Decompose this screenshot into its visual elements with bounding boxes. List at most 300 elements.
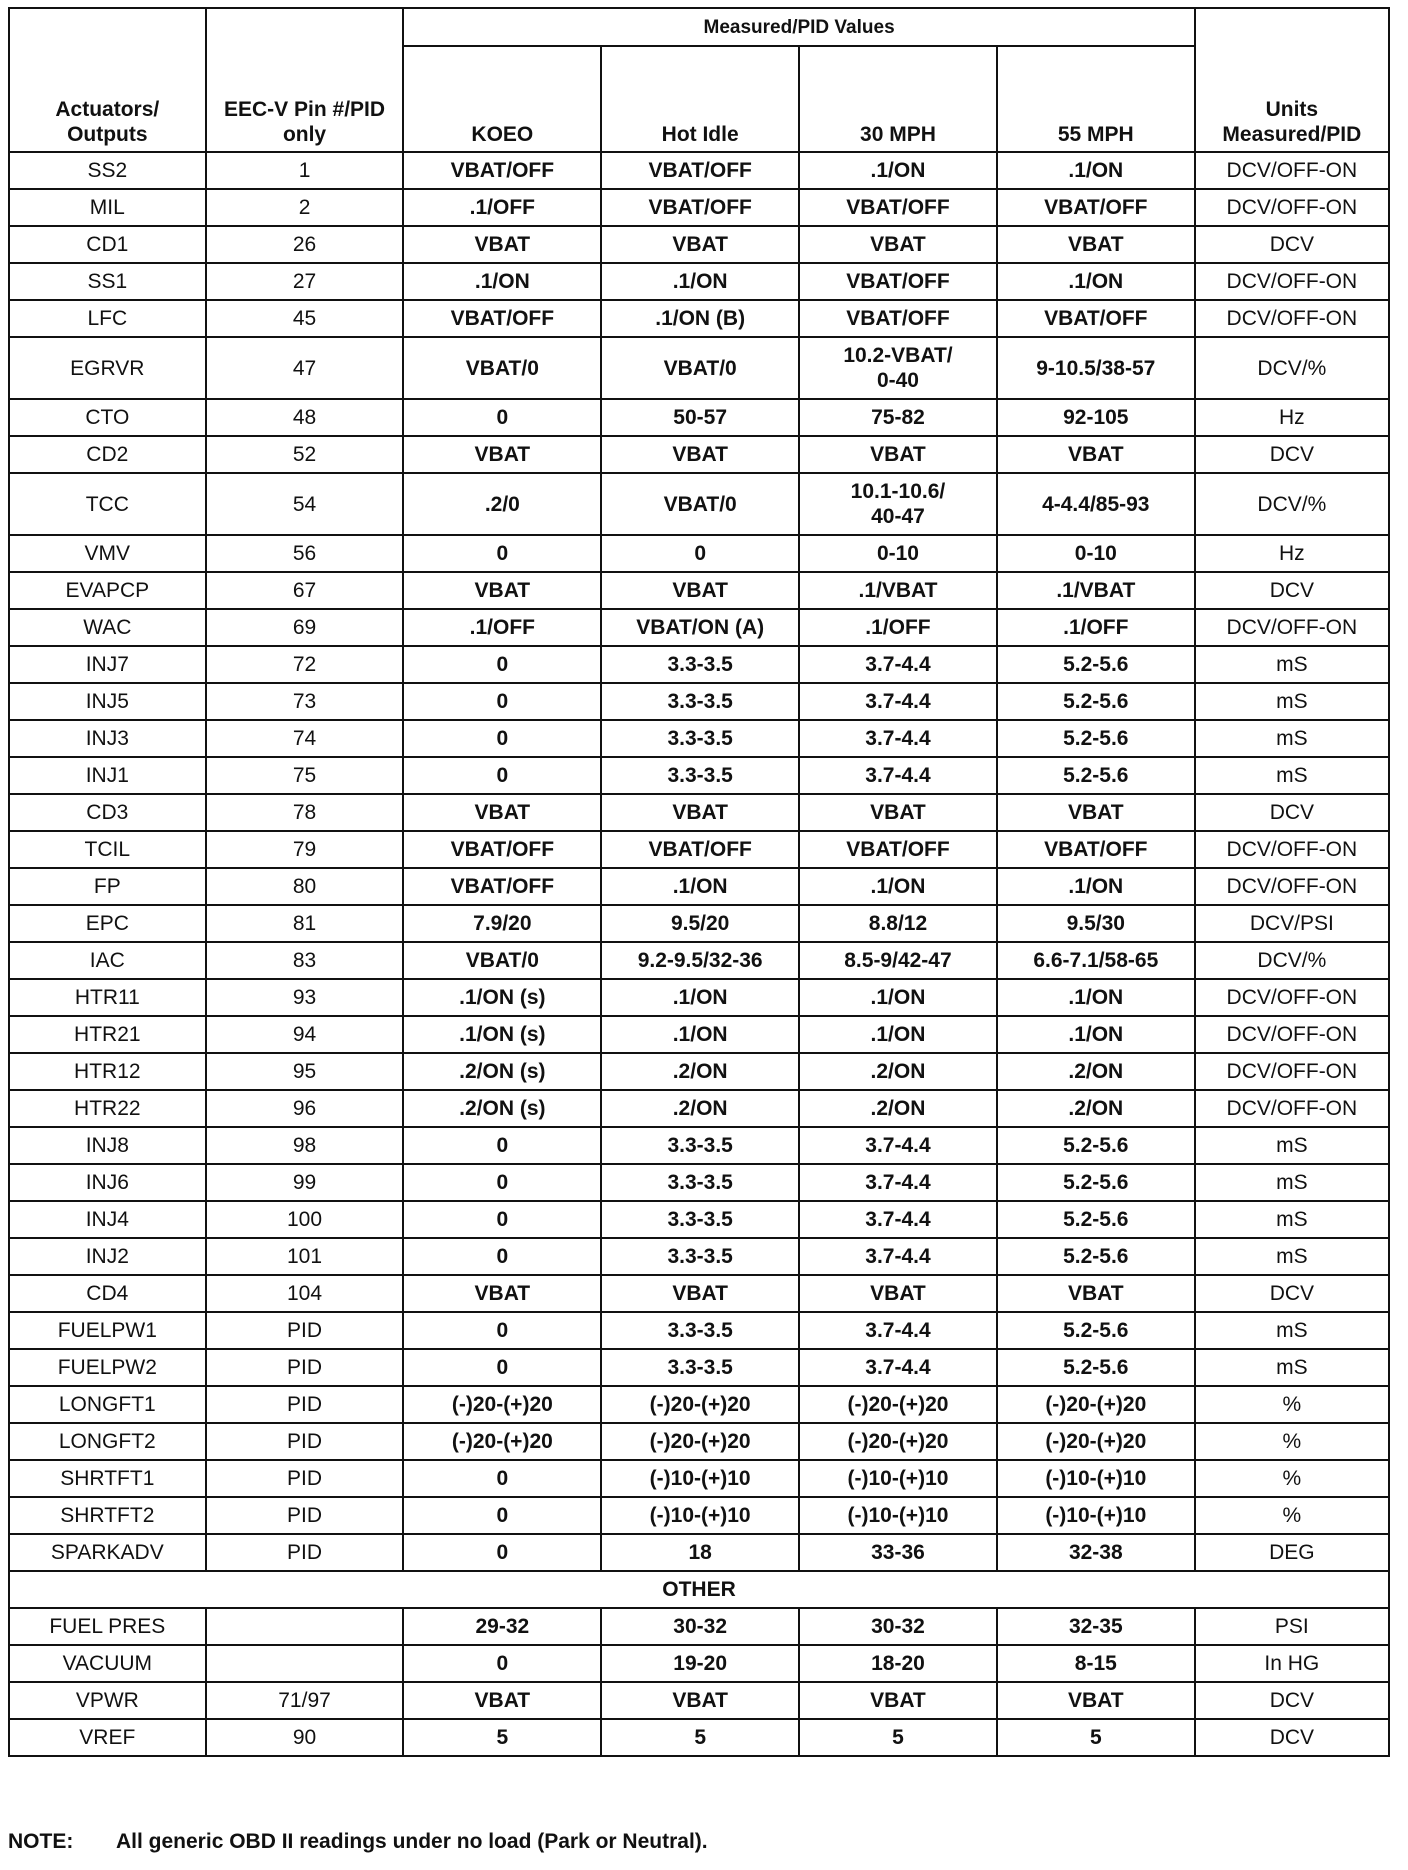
hot-idle-value: 18 — [601, 1534, 799, 1571]
koeo-value: VBAT/OFF — [403, 831, 601, 868]
hot-idle-value: 3.3-3.5 — [601, 1349, 799, 1386]
pin-number: 67 — [206, 572, 404, 609]
koeo-value: 29-32 — [403, 1608, 601, 1645]
30-mph-value: VBAT — [799, 794, 997, 831]
55-mph-value: 9.5/30 — [997, 905, 1195, 942]
unit-value: DCV — [1195, 436, 1389, 473]
hot-idle-value: .1/ON — [601, 979, 799, 1016]
55-mph-value: .2/ON — [997, 1053, 1195, 1090]
pin-number: 56 — [206, 535, 404, 572]
55-mph-value: 5.2-5.6 — [997, 646, 1195, 683]
pin-number: 100 — [206, 1201, 404, 1238]
hot-idle-value: .1/ON — [601, 1016, 799, 1053]
table-body — [9, 152, 1389, 1756]
actuator-name: SHRTFT1 — [9, 1460, 206, 1497]
koeo-value: .1/ON — [403, 263, 601, 300]
pin-number: 101 — [206, 1238, 404, 1275]
hot-idle-value: VBAT — [601, 1682, 799, 1719]
actuator-name: MIL — [9, 189, 206, 226]
55-mph-value: (-)20-(+)20 — [997, 1386, 1195, 1423]
actuator-name: SHRTFT2 — [9, 1497, 206, 1534]
55-mph-value: 5.2-5.6 — [997, 1312, 1195, 1349]
30-mph-value: .1/ON — [799, 152, 997, 189]
actuator-name: INJ6 — [9, 1164, 206, 1201]
30-mph-value: 10.1-10.6/ 40-47 — [799, 473, 997, 535]
hot-idle-value: VBAT — [601, 436, 799, 473]
unit-value: DCV/PSI — [1195, 905, 1389, 942]
30-mph-value: .1/ON — [799, 1016, 997, 1053]
hot-idle-value: 9.5/20 — [601, 905, 799, 942]
koeo-value: 0 — [403, 1201, 601, 1238]
table-row — [9, 1608, 1389, 1645]
55-mph-value: 5.2-5.6 — [997, 1201, 1195, 1238]
actuator-name: INJ1 — [9, 757, 206, 794]
unit-value: DCV/OFF-ON — [1195, 831, 1389, 868]
hot-idle-value: 3.3-3.5 — [601, 1164, 799, 1201]
koeo-value: .1/ON (s) — [403, 979, 601, 1016]
pin-number: 99 — [206, 1164, 404, 1201]
koeo-value: .2/ON (s) — [403, 1053, 601, 1090]
table-row — [9, 646, 1389, 683]
hot-idle-value: VBAT/ON (A) — [601, 609, 799, 646]
koeo-value: (-)20-(+)20 — [403, 1386, 601, 1423]
hot-idle-value: 50-57 — [601, 399, 799, 436]
55-mph-value: VBAT — [997, 1682, 1195, 1719]
hot-idle-value: 3.3-3.5 — [601, 1238, 799, 1275]
30-mph-value: VBAT/OFF — [799, 263, 997, 300]
koeo-value: .2/0 — [403, 473, 601, 535]
table-row — [9, 436, 1389, 473]
table-row — [9, 226, 1389, 263]
koeo-value: VBAT — [403, 226, 601, 263]
30-mph-value: 75-82 — [799, 399, 997, 436]
pid-values-table — [8, 7, 1390, 1757]
unit-value: mS — [1195, 1312, 1389, 1349]
koeo-value: 0 — [403, 1460, 601, 1497]
koeo-value: VBAT/0 — [403, 942, 601, 979]
30-mph-value: .2/ON — [799, 1090, 997, 1127]
30-mph-value: .2/ON — [799, 1053, 997, 1090]
30-mph-value: VBAT/OFF — [799, 300, 997, 337]
table-row — [9, 831, 1389, 868]
30-mph-header: 30 MPH — [799, 46, 997, 152]
actuator-name: VPWR — [9, 1682, 206, 1719]
pin-number: 80 — [206, 868, 404, 905]
55-mph-value: (-)10-(+)10 — [997, 1460, 1195, 1497]
table-row — [9, 535, 1389, 572]
actuator-name: VACUUM — [9, 1645, 206, 1682]
hot-idle-value: 19-20 — [601, 1645, 799, 1682]
unit-value: DCV/% — [1195, 337, 1389, 399]
55-mph-value: 5.2-5.6 — [997, 1164, 1195, 1201]
hot-idle-value: 30-32 — [601, 1608, 799, 1645]
table-row — [9, 1719, 1389, 1756]
unit-value: DEG — [1195, 1534, 1389, 1571]
pin-number: 27 — [206, 263, 404, 300]
pin-number: 96 — [206, 1090, 404, 1127]
unit-value: % — [1195, 1423, 1389, 1460]
55-mph-value: 5.2-5.6 — [997, 1127, 1195, 1164]
hot-idle-value: VBAT — [601, 226, 799, 263]
30-mph-value: (-)20-(+)20 — [799, 1386, 997, 1423]
actuator-name: INJ3 — [9, 720, 206, 757]
hot-idle-value: 3.3-3.5 — [601, 1127, 799, 1164]
30-mph-value: VBAT/OFF — [799, 831, 997, 868]
30-mph-value: (-)10-(+)10 — [799, 1497, 997, 1534]
table-row — [9, 300, 1389, 337]
table-row — [9, 152, 1389, 189]
actuator-name: CD3 — [9, 794, 206, 831]
30-mph-value: 3.7-4.4 — [799, 1238, 997, 1275]
pin-number: 52 — [206, 436, 404, 473]
55-mph-value: .1/ON — [997, 979, 1195, 1016]
unit-value: mS — [1195, 720, 1389, 757]
hot-idle-value: VBAT/0 — [601, 473, 799, 535]
pin-number: PID — [206, 1423, 404, 1460]
hot-idle-value: (-)20-(+)20 — [601, 1423, 799, 1460]
55-mph-value: (-)20-(+)20 — [997, 1423, 1195, 1460]
koeo-value: .1/ON (s) — [403, 1016, 601, 1053]
30-mph-value: 33-36 — [799, 1534, 997, 1571]
hot-idle-value: VBAT/OFF — [601, 152, 799, 189]
unit-value: mS — [1195, 646, 1389, 683]
koeo-value: VBAT/OFF — [403, 300, 601, 337]
pin-number: 2 — [206, 189, 404, 226]
55-mph-value: .1/ON — [997, 868, 1195, 905]
pin-number: PID — [206, 1349, 404, 1386]
55-mph-value: VBAT/OFF — [997, 300, 1195, 337]
pin-number: 1 — [206, 152, 404, 189]
hot-idle-value: .1/ON (B) — [601, 300, 799, 337]
koeo-value: 0 — [403, 1312, 601, 1349]
unit-value: DCV — [1195, 1682, 1389, 1719]
55-mph-value: 8-15 — [997, 1645, 1195, 1682]
actuator-name: TCIL — [9, 831, 206, 868]
hot-idle-value: .1/ON — [601, 868, 799, 905]
actuator-name: INJ8 — [9, 1127, 206, 1164]
unit-value: DCV/% — [1195, 473, 1389, 535]
koeo-header: KOEO — [403, 46, 601, 152]
hot-idle-value: VBAT/0 — [601, 337, 799, 399]
table-row — [9, 1349, 1389, 1386]
unit-value: % — [1195, 1497, 1389, 1534]
30-mph-value: 0-10 — [799, 535, 997, 572]
actuator-name: FUELPW2 — [9, 1349, 206, 1386]
30-mph-value: 8.5-9/42-47 — [799, 942, 997, 979]
55-mph-value: .1/OFF — [997, 609, 1195, 646]
pin-number: PID — [206, 1460, 404, 1497]
30-mph-value: 3.7-4.4 — [799, 683, 997, 720]
pin-number: 72 — [206, 646, 404, 683]
unit-value: mS — [1195, 1127, 1389, 1164]
table-row — [9, 683, 1389, 720]
hot-idle-value: (-)10-(+)10 — [601, 1497, 799, 1534]
unit-value: DCV — [1195, 1275, 1389, 1312]
unit-value: Hz — [1195, 399, 1389, 436]
30-mph-value: (-)10-(+)10 — [799, 1460, 997, 1497]
55-mph-value: .1/ON — [997, 1016, 1195, 1053]
unit-value: Hz — [1195, 535, 1389, 572]
unit-value: % — [1195, 1386, 1389, 1423]
55-mph-value: 4-4.4/85-93 — [997, 473, 1195, 535]
unit-value: DCV/OFF-ON — [1195, 1090, 1389, 1127]
table-row — [9, 1238, 1389, 1275]
30-mph-value: 30-32 — [799, 1608, 997, 1645]
hot-idle-value: 3.3-3.5 — [601, 720, 799, 757]
unit-value: DCV — [1195, 572, 1389, 609]
pin-number: PID — [206, 1312, 404, 1349]
note-label: NOTE: — [8, 1830, 74, 1853]
table-row — [9, 1275, 1389, 1312]
unit-value: DCV/OFF-ON — [1195, 979, 1389, 1016]
pin-number: 47 — [206, 337, 404, 399]
unit-value: mS — [1195, 683, 1389, 720]
actuator-name: SS2 — [9, 152, 206, 189]
actuator-name: VMV — [9, 535, 206, 572]
55-mph-value: .1/ON — [997, 152, 1195, 189]
30-mph-value: .1/OFF — [799, 609, 997, 646]
koeo-value: 7.9/20 — [403, 905, 601, 942]
30-mph-value: .1/VBAT — [799, 572, 997, 609]
koeo-value: VBAT — [403, 1275, 601, 1312]
30-mph-value: VBAT — [799, 1682, 997, 1719]
table-row — [9, 609, 1389, 646]
actuator-name: HTR21 — [9, 1016, 206, 1053]
actuator-name: LFC — [9, 300, 206, 337]
koeo-value: 0 — [403, 1645, 601, 1682]
table-row — [9, 1312, 1389, 1349]
pin-number — [206, 1608, 404, 1645]
section-row — [9, 1571, 1389, 1608]
unit-value: DCV/OFF-ON — [1195, 609, 1389, 646]
table-row — [9, 979, 1389, 1016]
30-mph-value: 8.8/12 — [799, 905, 997, 942]
55-mph-value: VBAT — [997, 436, 1195, 473]
measured-pid-values-header: Measured/PID Values — [403, 8, 1194, 46]
koeo-value: 5 — [403, 1719, 601, 1756]
koeo-value: .2/ON (s) — [403, 1090, 601, 1127]
30-mph-value: 3.7-4.4 — [799, 1312, 997, 1349]
55-mph-value: .1/ON — [997, 263, 1195, 300]
55-mph-value: 6.6-7.1/58-65 — [997, 942, 1195, 979]
30-mph-value: 3.7-4.4 — [799, 1201, 997, 1238]
table-row — [9, 720, 1389, 757]
hot-idle-value: 9.2-9.5/32-36 — [601, 942, 799, 979]
units-header: Units Measured/PID — [1195, 8, 1389, 152]
unit-value: DCV/OFF-ON — [1195, 152, 1389, 189]
table-row — [9, 1645, 1389, 1682]
unit-value: DCV/OFF-ON — [1195, 868, 1389, 905]
actuator-name: CD1 — [9, 226, 206, 263]
pin-number: 54 — [206, 473, 404, 535]
30-mph-value: 18-20 — [799, 1645, 997, 1682]
hot-idle-value: 3.3-3.5 — [601, 1312, 799, 1349]
30-mph-value: VBAT/OFF — [799, 189, 997, 226]
actuators-outputs-header: Actuators/ Outputs — [9, 8, 206, 152]
actuator-name: HTR22 — [9, 1090, 206, 1127]
55-mph-value: 5.2-5.6 — [997, 720, 1195, 757]
55-mph-value: VBAT/OFF — [997, 189, 1195, 226]
unit-value: DCV/OFF-ON — [1195, 1016, 1389, 1053]
30-mph-value: 3.7-4.4 — [799, 1127, 997, 1164]
actuator-name: IAC — [9, 942, 206, 979]
pin-number: 75 — [206, 757, 404, 794]
unit-value: DCV/OFF-ON — [1195, 300, 1389, 337]
table-row — [9, 337, 1389, 399]
actuator-name: CTO — [9, 399, 206, 436]
unit-value: mS — [1195, 1164, 1389, 1201]
55-mph-value: 32-35 — [997, 1608, 1195, 1645]
actuator-name: INJ2 — [9, 1238, 206, 1275]
table-row — [9, 757, 1389, 794]
other-section-label: OTHER — [9, 1571, 1389, 1608]
table-row — [9, 1423, 1389, 1460]
55-mph-value: VBAT — [997, 226, 1195, 263]
actuator-name: EPC — [9, 905, 206, 942]
koeo-value: 0 — [403, 646, 601, 683]
55-mph-value: 5.2-5.6 — [997, 1349, 1195, 1386]
pin-pid-header: EEC-V Pin #/PID only — [206, 8, 404, 152]
hot-idle-header: Hot Idle — [601, 46, 799, 152]
koeo-value: 0 — [403, 399, 601, 436]
hot-idle-value: .2/ON — [601, 1053, 799, 1090]
hot-idle-value: 0 — [601, 535, 799, 572]
unit-value: DCV — [1195, 226, 1389, 263]
koeo-value: 0 — [403, 535, 601, 572]
table-row — [9, 1127, 1389, 1164]
pin-number: 74 — [206, 720, 404, 757]
table-row — [9, 1016, 1389, 1053]
table-row — [9, 905, 1389, 942]
note-text: All generic OBD II readings under no load (Park or Neutral). — [116, 1830, 708, 1853]
hot-idle-value: 3.3-3.5 — [601, 683, 799, 720]
table-row — [9, 794, 1389, 831]
55-mph-value: 5.2-5.6 — [997, 1238, 1195, 1275]
actuator-name: LONGFT1 — [9, 1386, 206, 1423]
pin-number: 73 — [206, 683, 404, 720]
table-row — [9, 1534, 1389, 1571]
55-mph-value: VBAT — [997, 794, 1195, 831]
30-mph-value: .1/ON — [799, 979, 997, 1016]
30-mph-value: VBAT — [799, 436, 997, 473]
hot-idle-value: 3.3-3.5 — [601, 646, 799, 683]
30-mph-value: 5 — [799, 1719, 997, 1756]
table-row — [9, 263, 1389, 300]
hot-idle-value: 5 — [601, 1719, 799, 1756]
hot-idle-value: 3.3-3.5 — [601, 757, 799, 794]
koeo-value: 0 — [403, 1349, 601, 1386]
pin-number: 94 — [206, 1016, 404, 1053]
hot-idle-value: .2/ON — [601, 1090, 799, 1127]
pin-number: 26 — [206, 226, 404, 263]
30-mph-value: 3.7-4.4 — [799, 646, 997, 683]
pin-number: 90 — [206, 1719, 404, 1756]
table-row — [9, 1682, 1389, 1719]
actuator-name: CD2 — [9, 436, 206, 473]
55-mph-value: .1/VBAT — [997, 572, 1195, 609]
hot-idle-value: VBAT — [601, 794, 799, 831]
table-row — [9, 1460, 1389, 1497]
koeo-value: 0 — [403, 683, 601, 720]
55-mph-value: 0-10 — [997, 535, 1195, 572]
55-mph-value: 32-38 — [997, 1534, 1195, 1571]
30-mph-value: 3.7-4.4 — [799, 1349, 997, 1386]
30-mph-value: 10.2-VBAT/ 0-40 — [799, 337, 997, 399]
unit-value: DCV/% — [1195, 942, 1389, 979]
pin-number: 81 — [206, 905, 404, 942]
unit-value: mS — [1195, 1201, 1389, 1238]
30-mph-value: 3.7-4.4 — [799, 720, 997, 757]
table-row — [9, 1090, 1389, 1127]
koeo-value: VBAT/0 — [403, 337, 601, 399]
pin-number: 48 — [206, 399, 404, 436]
table-row — [9, 1164, 1389, 1201]
pin-number: 45 — [206, 300, 404, 337]
55-mph-value: 5 — [997, 1719, 1195, 1756]
unit-value: mS — [1195, 1238, 1389, 1275]
koeo-value: 0 — [403, 1127, 601, 1164]
actuator-name: INJ4 — [9, 1201, 206, 1238]
55-mph-value: VBAT — [997, 1275, 1195, 1312]
30-mph-value: (-)20-(+)20 — [799, 1423, 997, 1460]
table-row — [9, 1201, 1389, 1238]
actuator-name: HTR11 — [9, 979, 206, 1016]
table-row — [9, 1497, 1389, 1534]
koeo-value: 0 — [403, 720, 601, 757]
table-row — [9, 942, 1389, 979]
actuator-name: WAC — [9, 609, 206, 646]
table-row — [9, 189, 1389, 226]
actuator-name: EGRVR — [9, 337, 206, 399]
koeo-value: VBAT — [403, 572, 601, 609]
koeo-value: VBAT/OFF — [403, 868, 601, 905]
koeo-value: 0 — [403, 757, 601, 794]
hot-idle-value: VBAT/OFF — [601, 831, 799, 868]
pin-number: PID — [206, 1386, 404, 1423]
30-mph-value: 3.7-4.4 — [799, 757, 997, 794]
pin-number — [206, 1645, 404, 1682]
actuator-name: LONGFT2 — [9, 1423, 206, 1460]
koeo-value: (-)20-(+)20 — [403, 1423, 601, 1460]
actuator-name: FUEL PRES — [9, 1608, 206, 1645]
koeo-value: VBAT — [403, 436, 601, 473]
unit-value: % — [1195, 1460, 1389, 1497]
30-mph-value: VBAT — [799, 226, 997, 263]
pin-number: 71/97 — [206, 1682, 404, 1719]
pin-number: 69 — [206, 609, 404, 646]
55-mph-value: VBAT/OFF — [997, 831, 1195, 868]
pin-number: 83 — [206, 942, 404, 979]
koeo-value: 0 — [403, 1238, 601, 1275]
actuator-name: HTR12 — [9, 1053, 206, 1090]
unit-value: DCV/OFF-ON — [1195, 1053, 1389, 1090]
55-mph-value: 9-10.5/38-57 — [997, 337, 1195, 399]
koeo-value: .1/OFF — [403, 609, 601, 646]
unit-value: mS — [1195, 1349, 1389, 1386]
unit-value: DCV/OFF-ON — [1195, 263, 1389, 300]
pin-number: PID — [206, 1497, 404, 1534]
55-mph-value: (-)10-(+)10 — [997, 1497, 1195, 1534]
actuator-name: CD4 — [9, 1275, 206, 1312]
pin-number: 95 — [206, 1053, 404, 1090]
table-row — [9, 1386, 1389, 1423]
hot-idle-value: 3.3-3.5 — [601, 1201, 799, 1238]
table-row — [9, 399, 1389, 436]
pin-number: 79 — [206, 831, 404, 868]
hot-idle-value: (-)20-(+)20 — [601, 1386, 799, 1423]
30-mph-value: .1/ON — [799, 868, 997, 905]
unit-value: In HG — [1195, 1645, 1389, 1682]
